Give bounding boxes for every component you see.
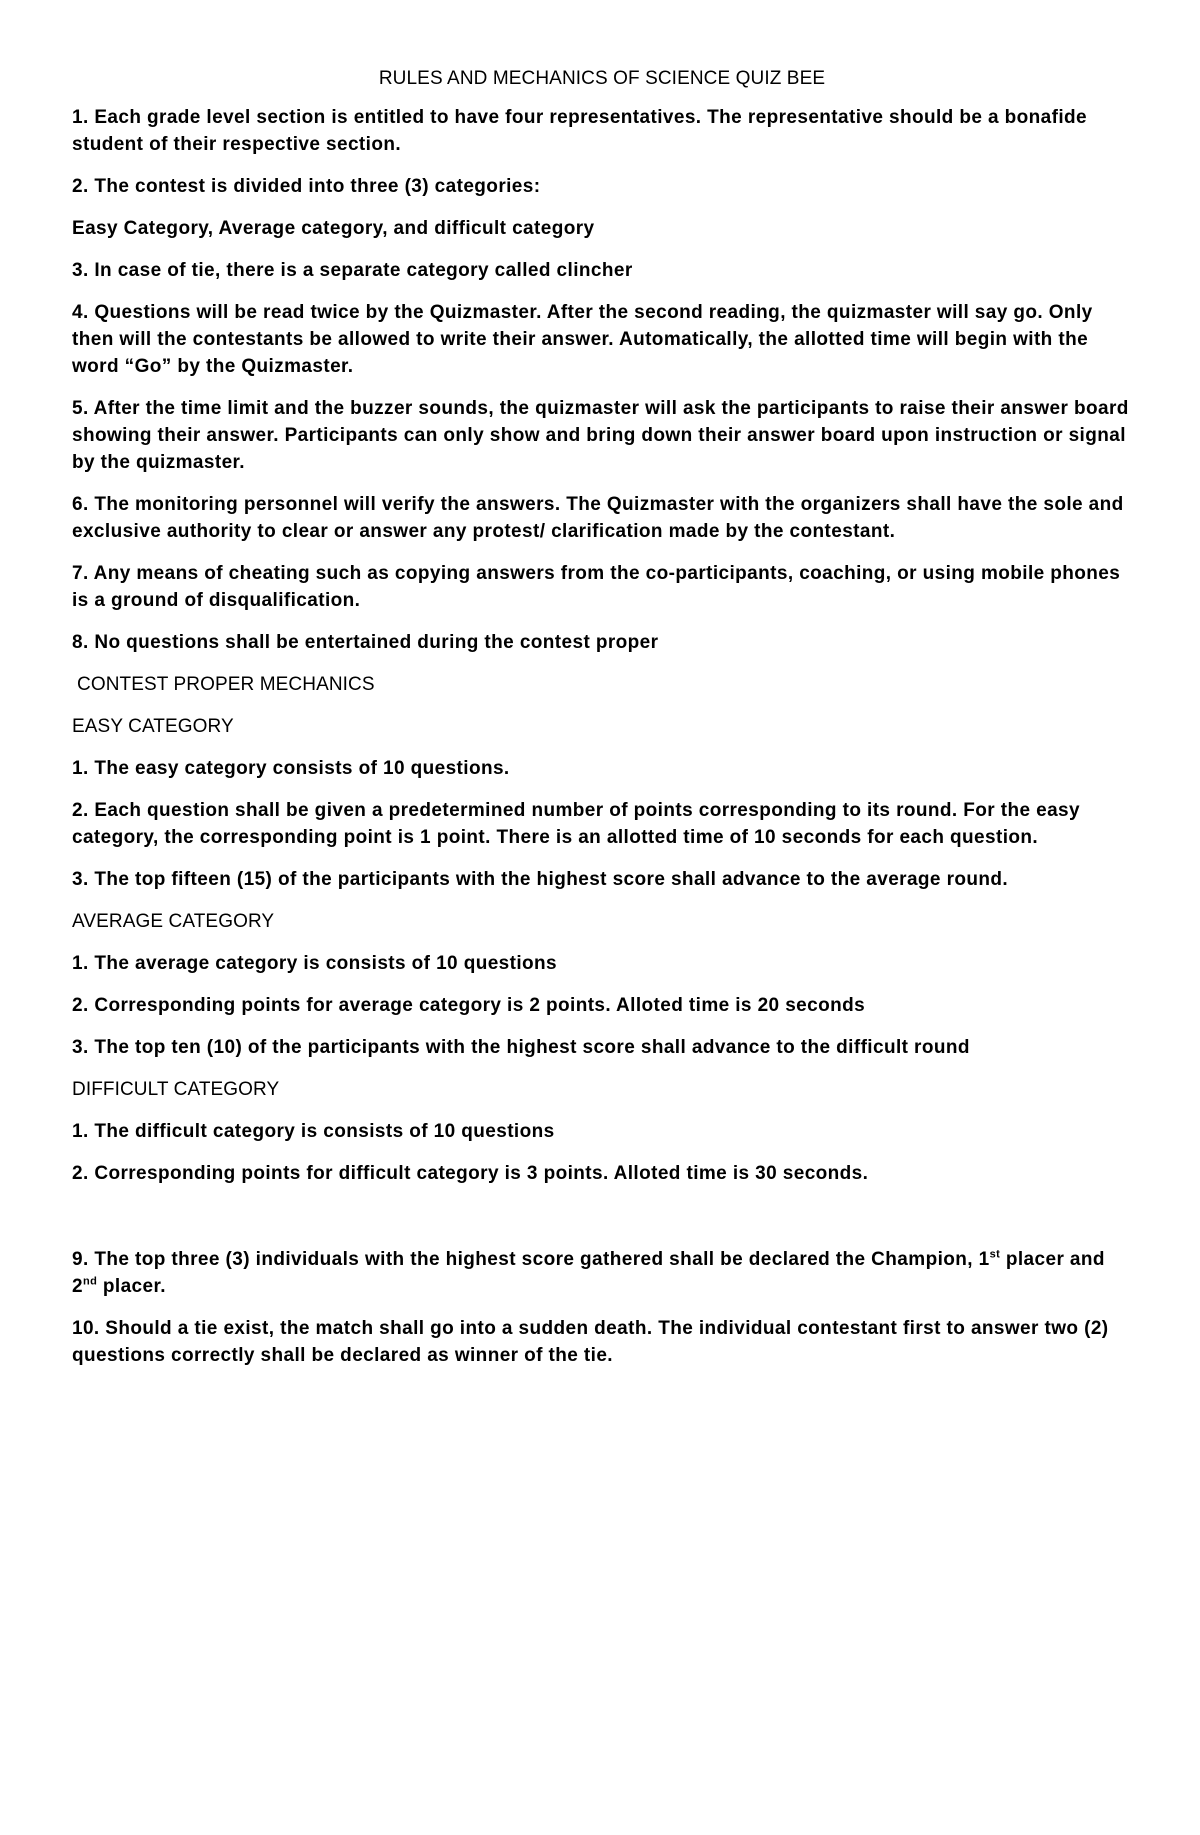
rule-8: 8. No questions shall be entertained during the contest proper <box>72 632 659 653</box>
average-item-1: 1. The average category is consists of 10 questions <box>72 953 558 974</box>
rule-9-sup-2: nd <box>82 1275 98 1288</box>
rule-9-text-3: placer. <box>97 1276 166 1297</box>
easy-item-3: 3. The top fifteen (15) of the participants with the highest score shall advance to the average round. <box>72 869 1009 890</box>
rule-1: 1. Each grade level section is entitled to have four representatives. The representative should be a bonafide student of their respective section. <box>72 107 1088 155</box>
rule-9 <box>72 1246 1132 1300</box>
rule-2-categories: Easy Category, Average category, and difficult category <box>72 218 595 239</box>
rule-9-text-1: 9. The top three (3) individuals with the highest score gathered shall be declared the Champion, 1 <box>72 1249 990 1270</box>
rule-4: 4. Questions will be read twice by the Quizmaster. After the second reading, the quizmaster will say go. Only then will the contestants be allowed to write their answer. Automatically, the allotted time will begin with the word “Go” by the Quizmaster. <box>72 302 1093 377</box>
difficult-category-heading: DIFFICULT CATEGORY <box>72 1079 280 1100</box>
contest-proper-heading: CONTEST PROPER MECHANICS <box>77 674 375 695</box>
rule-7: 7. Any means of cheating such as copying answers from the co-participants, coaching, or using mobile phones is a ground of disqualification. <box>72 563 1121 611</box>
rule-2: 2. The contest is divided into three (3) categories: <box>72 176 541 197</box>
rule-9-text-2: placer and 2 <box>72 1249 1105 1297</box>
average-item-3: 3. The top ten (10) of the participants with the highest score shall advance to the difficult round <box>72 1037 970 1058</box>
rule-10: 10. Should a tie exist, the match shall go into a sudden death. The individual contestant first to answer two (2) questions correctly shall be declared as winner of the tie. <box>72 1318 1109 1366</box>
rule-3: 3. In case of tie, there is a separate category called clincher <box>72 260 633 281</box>
easy-item-2: 2. Each question shall be given a predetermined number of points corresponding to its round. For the easy category, the corresponding point is 1 point. There is an allotted time of 10 seconds for each question. <box>72 800 1080 848</box>
rule-5: 5. After the time limit and the buzzer sounds, the quizmaster will ask the participants to raise their answer board showing their answer. Participants can only show and bring down their answer board upon instruction or signal by the quizmaster. <box>72 398 1129 473</box>
rule-9-sup-1: st <box>989 1248 1001 1261</box>
difficult-item-1: 1. The difficult category is consists of 10 questions <box>72 1121 555 1142</box>
average-category-heading: AVERAGE CATEGORY <box>72 911 275 932</box>
average-item-2: 2. Corresponding points for average category is 2 points. Alloted time is 20 seconds <box>72 995 866 1016</box>
document-title: RULES AND MECHANICS OF SCIENCE QUIZ BEE <box>378 68 826 89</box>
easy-category-heading: EASY CATEGORY <box>72 716 234 737</box>
rule-6: 6. The monitoring personnel will verify the answers. The Quizmaster with the organizers shall have the sole and exclusive authority to clear or answer any protest/ clarification made by the contestant. <box>72 494 1124 542</box>
difficult-item-2: 2. Corresponding points for difficult category is 3 points. Alloted time is 30 seconds. <box>72 1163 869 1184</box>
blank-space <box>72 1202 1132 1246</box>
easy-item-1: 1. The easy category consists of 10 questions. <box>72 758 510 779</box>
document-page <box>72 68 1132 1384</box>
